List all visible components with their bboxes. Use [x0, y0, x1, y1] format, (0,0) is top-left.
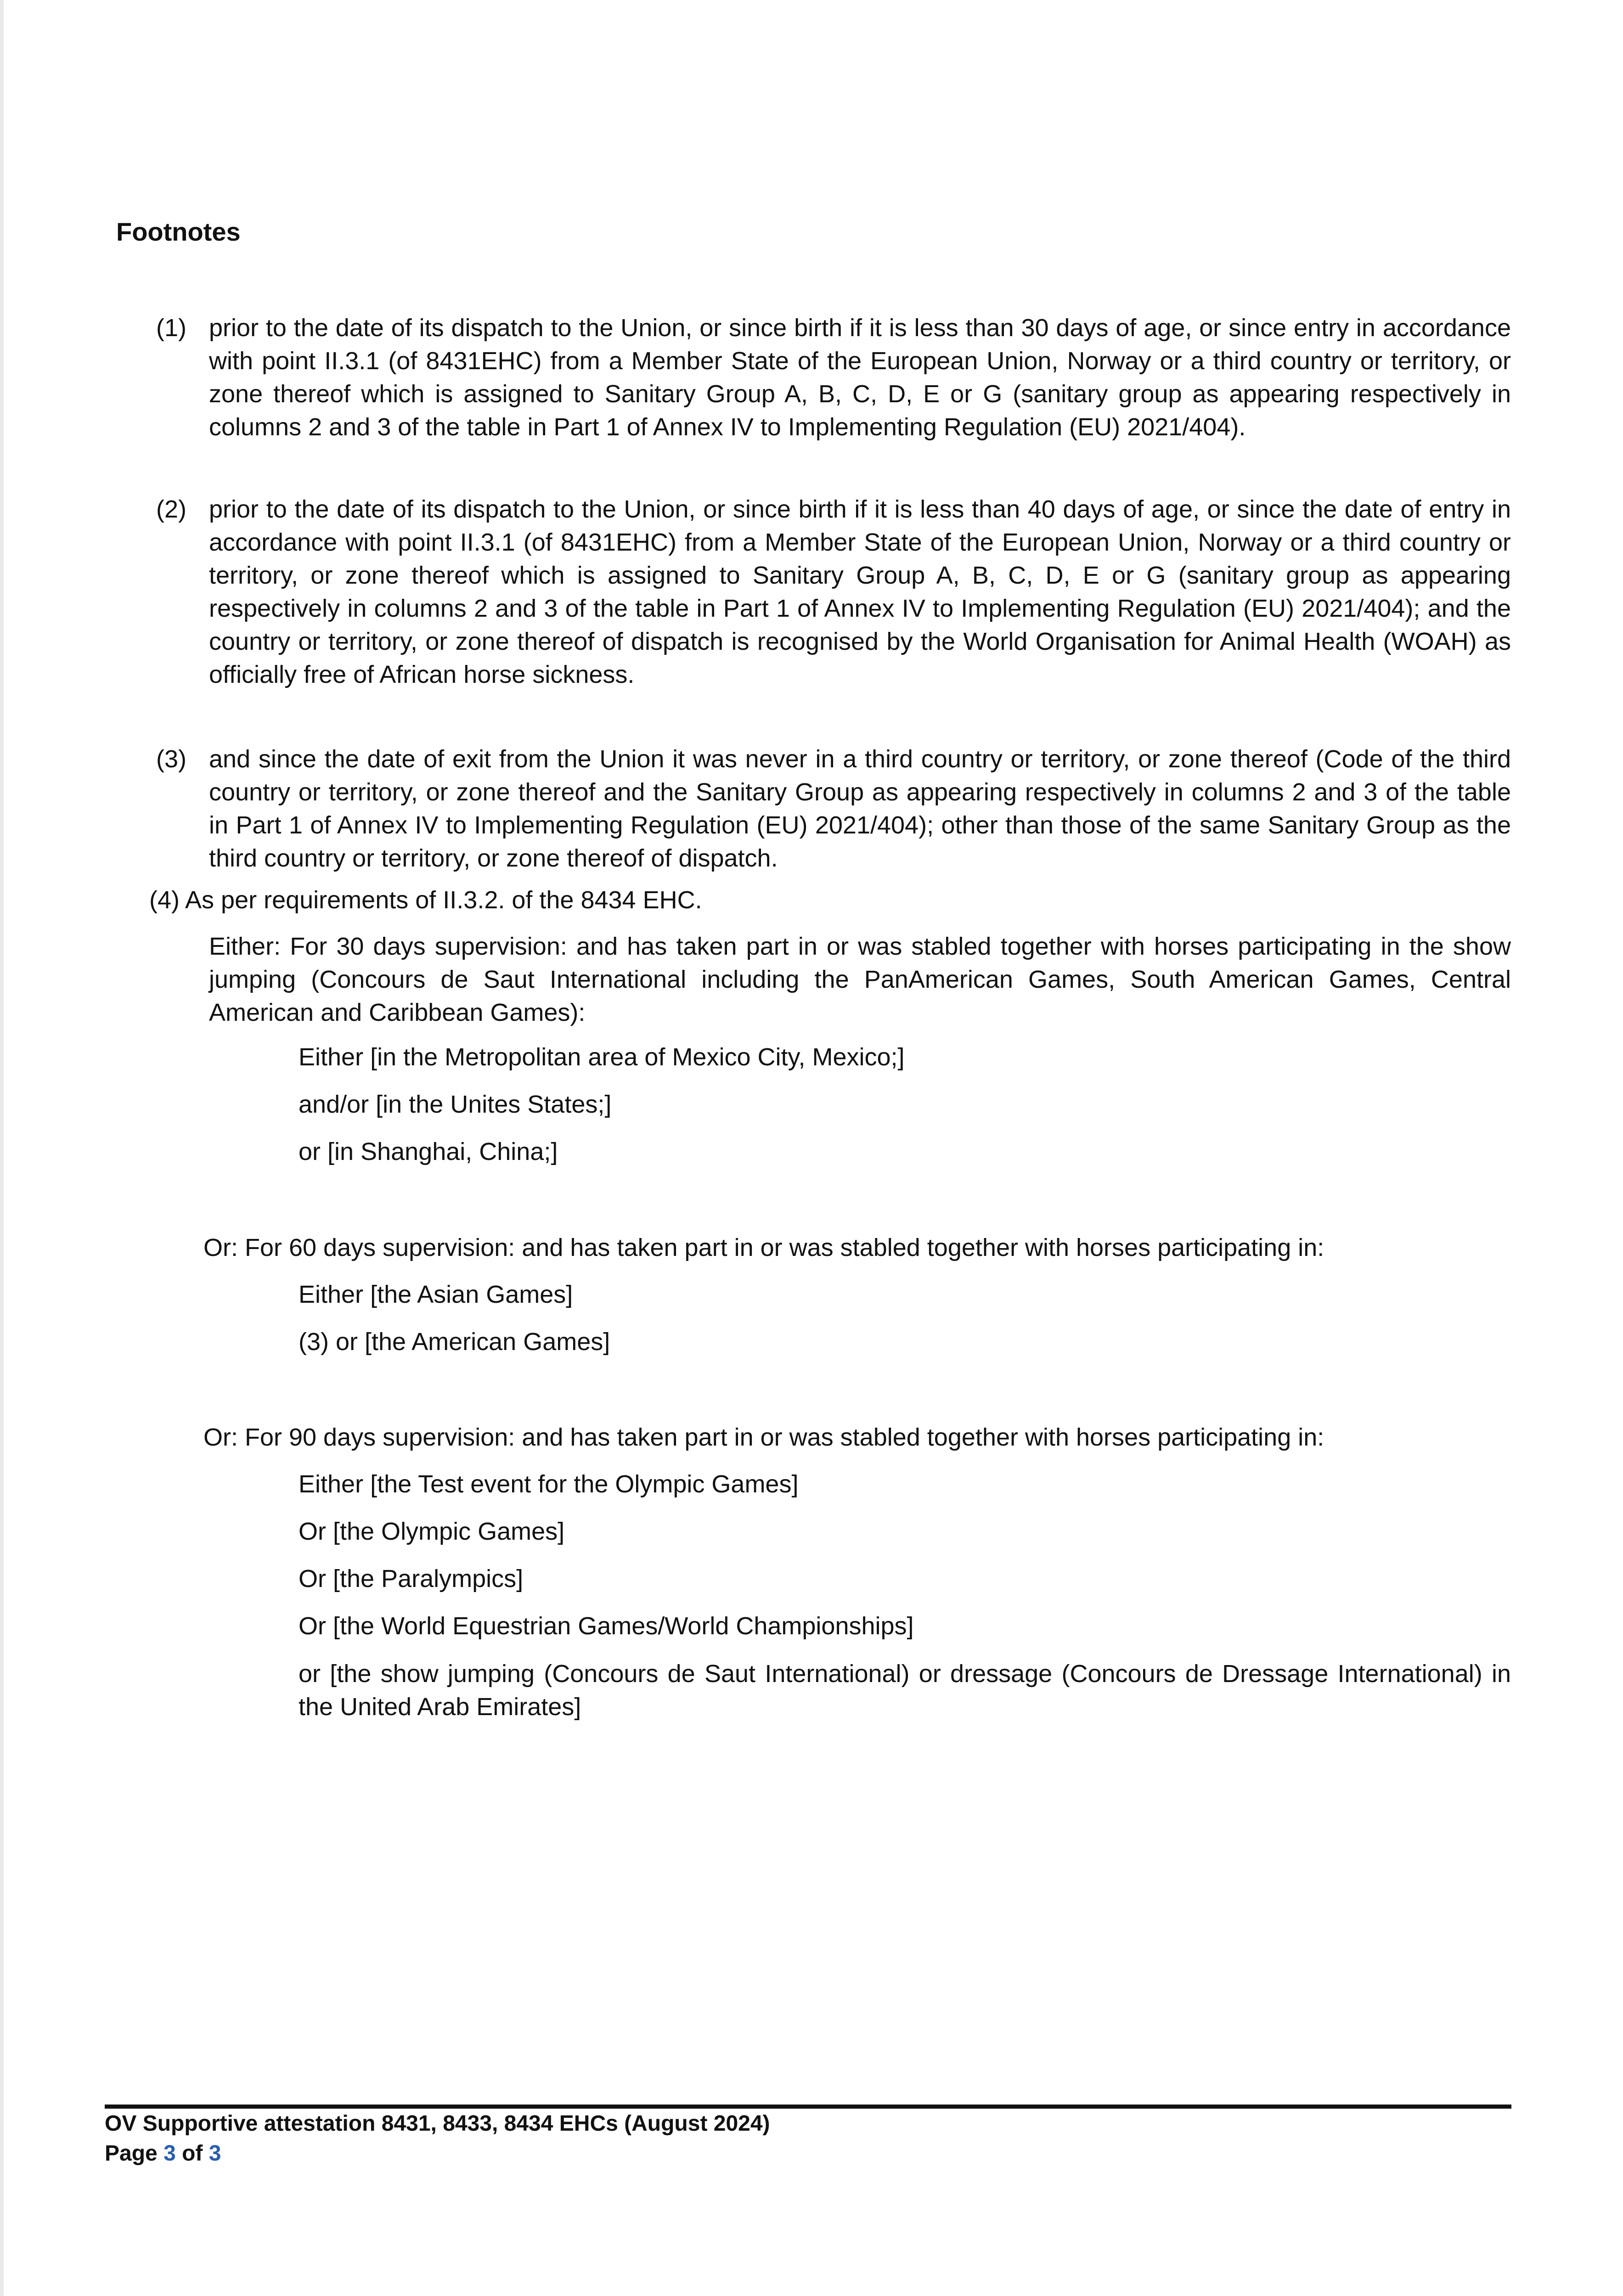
- list-90-item-1: Either [the Test event for the Olympic Games]: [299, 1470, 799, 1498]
- supervision-60-days: Or: For 60 days supervision: and has taken part in or was stabled together with horses participating in:: [203, 1234, 1324, 1261]
- list-90-item-4: Or [the World Equestrian Games/World Championships]: [299, 1612, 914, 1640]
- supervision-90-days: Or: For 90 days supervision: and has taken part in or was stabled together with horses participating in:: [203, 1424, 1324, 1451]
- list-90-item-5: or [the show jumping (Concours de Saut International) or dressage (Concours de Dressage International) in the United Arab Emirates]: [299, 1660, 1511, 1721]
- footnote-2: [156, 493, 1511, 691]
- footer-page-number: [105, 2140, 221, 2167]
- list-90-item-2: Or [the Olympic Games]: [299, 1518, 565, 1545]
- footnote-1-text: prior to the date of its dispatch to the Union, or since birth if it is less than 30 days of age, or since entry in accordance with point II.3.1 (of 8431EHC) from a Member State of the European Union, Norway or a third country or territory, or zone thereof which is assigned to Sanitary Group A, B, C, D, E or G (sanitary group as appearing respectively in columns 2 and 3 of the table in Part 1 of Annex IV to Implementing Regulation (EU) 2021/404).: [209, 314, 1511, 441]
- page-total-link[interactable]: 3: [209, 2141, 221, 2166]
- footnote-2-number: (2): [156, 495, 186, 523]
- footnote-2-text: prior to the date of its dispatch to the Union, or since birth if it is less than 40 days of age, or since the date of entry in accordance with point II.3.1 (of 8431EHC) from a Member State of the European Union, Norway or a third country or territory, or zone thereof which is assigned to Sanitary Group A, B, C, D, E or G (sanitary group as appearing respectively in columns 2 and 3 of the table in Part 1 of Annex IV to Implementing Regulation (EU) 2021/404); and the country or territory, or zone thereof of dispatch is recognised by the World Organisation for Animal Health (WOAH) as officially free of African horse sickness.: [209, 495, 1511, 688]
- supervision-30-days: Either: For 30 days supervision: and has taken part in or was stabled together with horses participating in the show jumping (Concours de Saut International including the PanAmerican Games, South American Games, Central American and Caribbean Games):: [209, 933, 1511, 1026]
- footnote-3-number: (3): [156, 745, 186, 773]
- list-30-item-3: or [in Shanghai, China;]: [299, 1138, 558, 1165]
- page-of: of: [175, 2141, 209, 2166]
- footer-title: OV Supportive attestation 8431, 8433, 8434 EHCs (August 2024): [105, 2111, 770, 2136]
- list-90-item-3: Or [the Paralympics]: [299, 1565, 524, 1593]
- list-60-item-1: Either [the Asian Games]: [299, 1281, 573, 1308]
- footnote-1: [156, 311, 1511, 444]
- list-30-item-1: Either [in the Metropolitan area of Mexico City, Mexico;]: [299, 1043, 905, 1071]
- page-prefix: Page: [105, 2141, 164, 2166]
- footnotes-heading: Footnotes: [116, 217, 241, 246]
- list-30-item-2: and/or [in the Unites States;]: [299, 1091, 612, 1118]
- footnote-3: [156, 743, 1511, 875]
- footnote-1-number: (1): [156, 314, 186, 342]
- list-60-item-2: (3) or [the American Games]: [299, 1328, 610, 1356]
- footnote-4-intro: (4) As per requirements of II.3.2. of the 8434 EHC.: [149, 886, 702, 914]
- footer-rule: [105, 2105, 1511, 2109]
- footnote-3-text: and since the date of exit from the Union it was never in a third country or territory, or zone thereof (Code of the third country or territory, or zone thereof and the Sanitary Group as appearing respectively in columns 2 and 3 of the table in Part 1 of Annex IV to Implementing Regulation (EU) 2021/404); other than those of the same Sanitary Group as the third country or territory, or zone thereof of dispatch.: [209, 745, 1511, 872]
- page-current-link[interactable]: 3: [163, 2141, 176, 2166]
